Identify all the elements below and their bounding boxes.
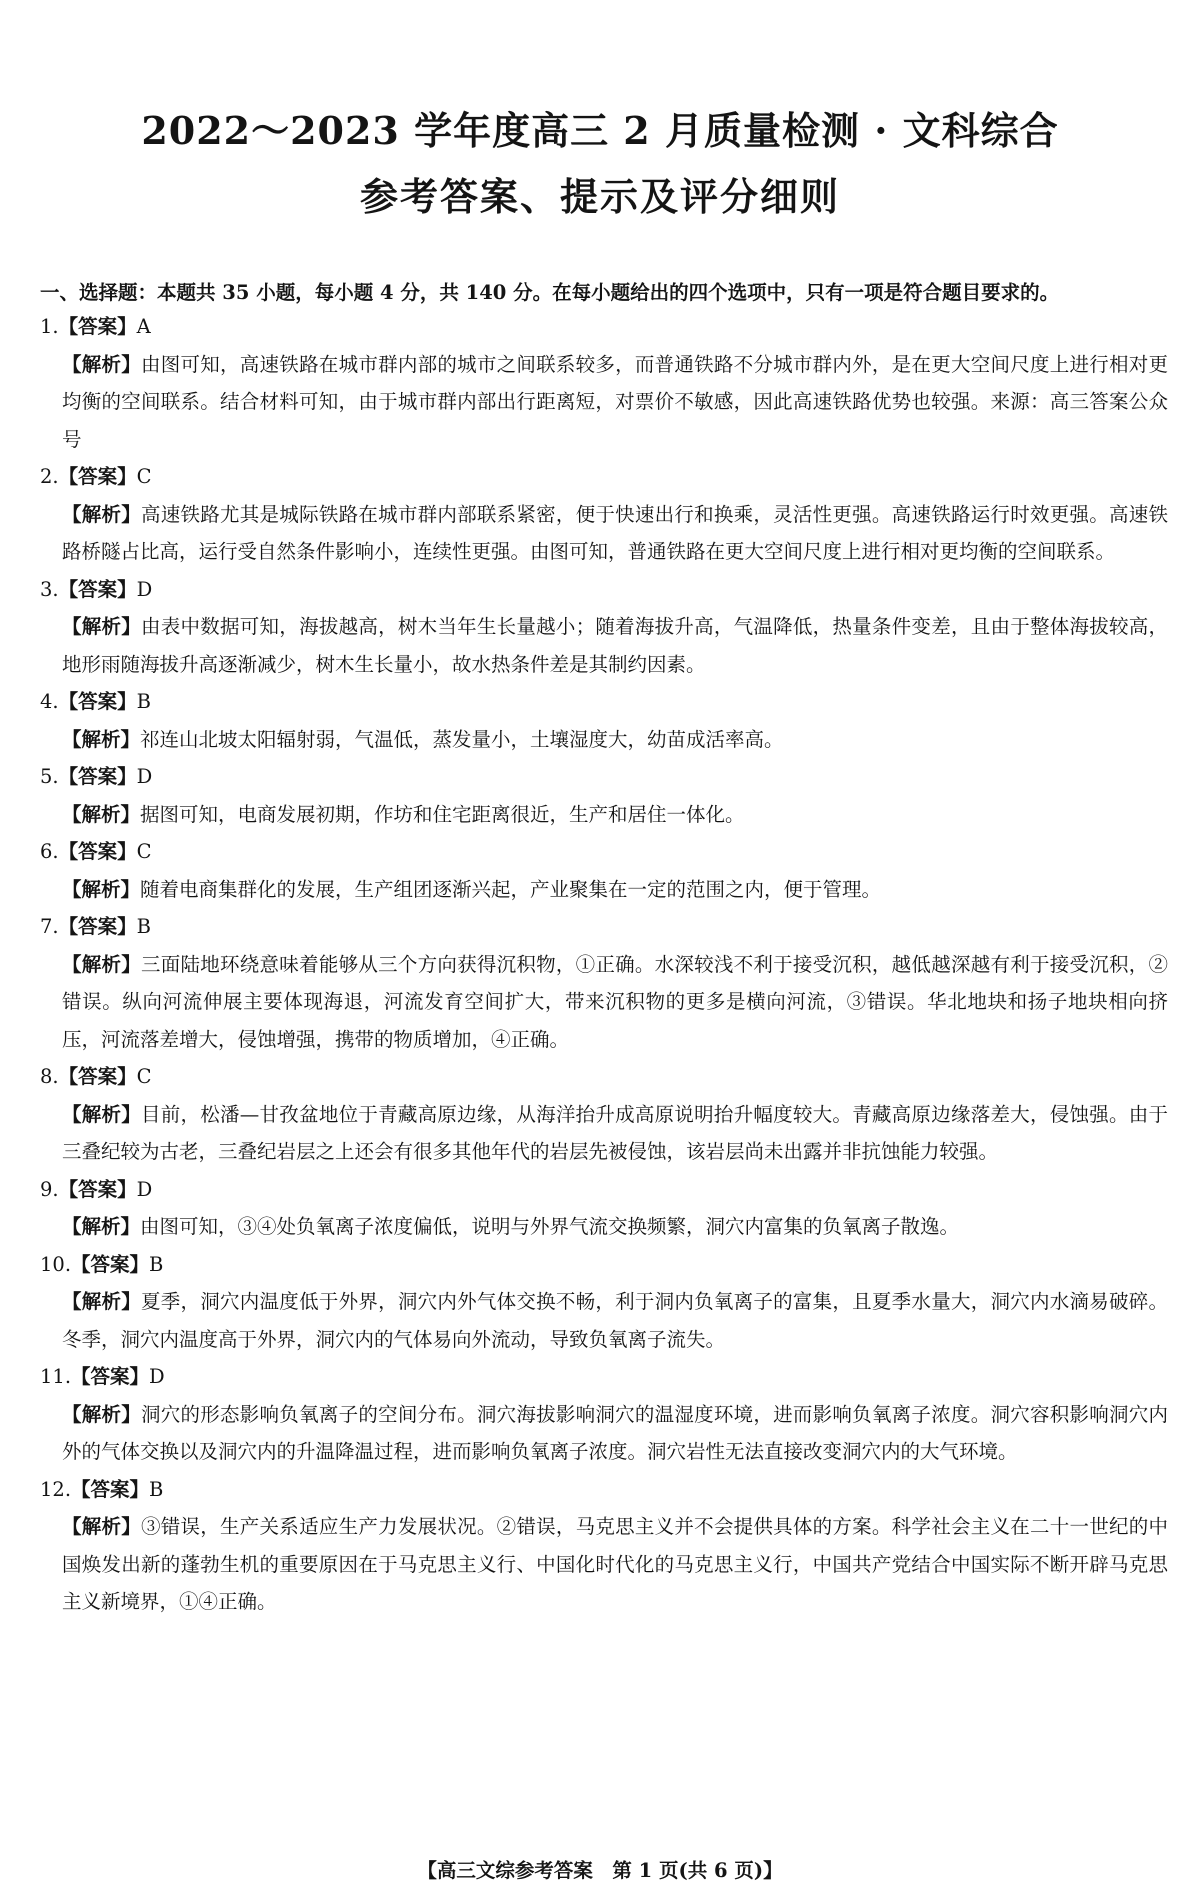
explanation-tag: 【解析】 bbox=[62, 802, 141, 826]
explanation-tag: 【解析】 bbox=[62, 1102, 142, 1126]
answer-value: D bbox=[136, 765, 153, 788]
answer-line bbox=[40, 308, 1168, 346]
explanation-tag: 【解析】 bbox=[62, 1515, 142, 1538]
question-item bbox=[40, 908, 1168, 1058]
page-subtitle: 参考答案、提示及评分细则 bbox=[359, 174, 840, 219]
explanation-paragraph bbox=[40, 1208, 1168, 1246]
answer-tag: 【答案】 bbox=[58, 577, 137, 601]
answer-value: D bbox=[136, 1177, 153, 1201]
explanation-text: 高速铁路尤其是城际铁路在城市群内部联系紧密，便于快速出行和换乘，灵活性更强。高速铁路运行时效更强。高速铁路桥隧占比高，运行受自然条件影响小，连续性更强。由图可知，普通铁路在更大空间尺度上进行相对更均衡的空间联系。 bbox=[62, 502, 1168, 563]
question-number: 9. bbox=[40, 1177, 59, 1201]
answer-value: C bbox=[136, 465, 152, 488]
question-number: 3. bbox=[40, 577, 59, 601]
explanation-text: 由图可知，高速铁路在城市群内部的城市之间联系较多，而普通铁路不分城市群内外，是在更大空间尺度上进行相对更均衡的空间联系。结合材料可知，由于城市群内部出行距离短，对票价不敏感，因此高速铁路优势也较强。来源：高三答案公众号 bbox=[62, 352, 1168, 451]
explanation-paragraph bbox=[40, 1396, 1168, 1471]
answer-value: B bbox=[136, 690, 151, 713]
question-item bbox=[40, 683, 1168, 758]
explanation-text: 三面陆地环绕意味着能够从三个方向获得沉积物，①正确。水深较浅不利于接受沉积，越低越深越有利于接受沉积，②错误。纵向河流伸展主要体现海退，河流发育空间扩大，带来沉积物的更多是横向河流，③错误。华北地块和扬子地块相向挤压，河流落差增大，侵蚀增强，携带的物质增加，④正确。 bbox=[62, 952, 1168, 1051]
explanation-text: 据图可知，电商发展初期，作坊和住宅距离很近，生产和居住一体化。 bbox=[140, 802, 745, 826]
question-number: 6. bbox=[40, 840, 59, 863]
explanation-tag: 【解析】 bbox=[62, 877, 141, 901]
answer-value: C bbox=[136, 840, 152, 863]
page-footer: 【高三文综参考答案 第 1 页(共 6 页)】 bbox=[417, 1859, 783, 1882]
answer-value: B bbox=[149, 1477, 164, 1501]
answer-line bbox=[40, 1171, 1168, 1209]
explanation-paragraph bbox=[40, 1096, 1168, 1171]
section-heading: 一、选择题：本题共 35 小题，每小题 4 分，共 140 分。在每小题给出的四个选项中，只有一项是符合题目要求的。 bbox=[40, 281, 1060, 304]
answer-line bbox=[40, 683, 1168, 721]
answer-tag: 【答案】 bbox=[58, 315, 137, 338]
explanation-tag: 【解析】 bbox=[62, 1402, 142, 1426]
answer-tag: 【答案】 bbox=[71, 1365, 150, 1388]
explanation-paragraph bbox=[40, 346, 1168, 459]
answer-value: B bbox=[149, 1252, 164, 1276]
question-item bbox=[40, 1171, 1168, 1246]
explanation-tag: 【解析】 bbox=[62, 952, 142, 976]
explanation-tag: 【解析】 bbox=[62, 502, 142, 526]
question-number: 4. bbox=[40, 690, 59, 713]
question-number: 12. bbox=[40, 1477, 72, 1501]
answer-value: D bbox=[136, 577, 153, 601]
explanation-text: 洞穴的形态影响负氧离子的空间分布。洞穴海拔影响洞穴的温湿度环境，进而影响负氧离子浓度。洞穴容积影响洞穴内外的气体交换以及洞穴内的升温降温过程，进而影响负氧离子浓度。洞穴岩性无法直接改变洞穴内的大气环境。 bbox=[62, 1402, 1168, 1463]
question-number: 8. bbox=[40, 1065, 59, 1088]
explanation-text: 夏季，洞穴内温度低于外界，洞穴内外气体交换不畅，利于洞内负氧离子的富集，且夏季水量大，洞穴内水滴易破碎。冬季，洞穴内温度高于外界，洞穴内的气体易向外流动，导致负氧离子流失。 bbox=[62, 1290, 1168, 1351]
answer-line bbox=[40, 1358, 1168, 1396]
answer-tag: 【答案】 bbox=[58, 765, 137, 788]
answer-value: B bbox=[136, 915, 151, 938]
answer-tag: 【答案】 bbox=[58, 465, 137, 488]
question-number: 11. bbox=[40, 1365, 72, 1388]
explanation-paragraph bbox=[40, 871, 1168, 909]
answer-line bbox=[40, 833, 1168, 871]
explanation-tag: 【解析】 bbox=[62, 352, 142, 376]
explanation-paragraph bbox=[40, 496, 1168, 571]
question-number: 2. bbox=[40, 465, 59, 488]
question-number: 10. bbox=[40, 1252, 72, 1276]
question-item bbox=[40, 308, 1168, 458]
explanation-tag: 【解析】 bbox=[62, 727, 141, 751]
explanation-tag: 【解析】 bbox=[62, 1290, 142, 1313]
answer-line bbox=[40, 458, 1168, 496]
answer-line bbox=[40, 571, 1168, 609]
question-number: 5. bbox=[40, 765, 59, 788]
question-item bbox=[40, 833, 1168, 908]
explanation-tag: 【解析】 bbox=[62, 1215, 141, 1238]
answer-value: A bbox=[136, 315, 151, 338]
question-item bbox=[40, 758, 1168, 833]
answer-line bbox=[40, 1471, 1168, 1509]
explanation-paragraph bbox=[40, 1508, 1168, 1621]
answer-value: C bbox=[136, 1065, 152, 1088]
question-item bbox=[40, 458, 1168, 571]
question-item bbox=[40, 1246, 1168, 1359]
answer-tag: 【答案】 bbox=[71, 1477, 150, 1501]
explanation-text: 由表中数据可知，海拔越高，树木当年生长量越小；随着海拔升高，气温降低，热量条件变差，且由于整体海拔较高，地形雨随海拔升高逐渐减少，树木生长量小，故水热条件差是其制约因素。 bbox=[62, 615, 1168, 676]
explanation-text: 祁连山北坡太阳辐射弱，气温低，蒸发量小，土壤湿度大，幼苗成活率高。 bbox=[140, 727, 784, 751]
answer-tag: 【答案】 bbox=[58, 840, 137, 863]
answer-value: D bbox=[149, 1365, 165, 1388]
page-title: 2022～2023 学年度高三 2 月质量检测 · 文科综合 bbox=[141, 108, 1059, 153]
questions-list bbox=[40, 308, 1168, 1621]
explanation-paragraph bbox=[40, 946, 1168, 1059]
answer-line bbox=[40, 1058, 1168, 1096]
answer-tag: 【答案】 bbox=[71, 1252, 150, 1276]
answer-tag: 【答案】 bbox=[58, 1177, 137, 1201]
explanation-text: 随着电商集群化的发展，生产组团逐渐兴起，产业聚集在一定的范围之内，便于管理。 bbox=[140, 877, 882, 901]
answer-line bbox=[40, 758, 1168, 796]
question-item bbox=[40, 1471, 1168, 1621]
explanation-text: ③错误，生产关系适应生产力发展状况。②错误，马克思主义并不会提供具体的方案。科学社会主义在二十一世纪的中国焕发出新的蓬勃生机的重要原因在于马克思主义行、中国化时代化的马克思主义行，中国共产党结合中国实际不断开辟马克思主义新境界，①④正确。 bbox=[62, 1515, 1168, 1613]
explanation-paragraph bbox=[40, 1283, 1168, 1358]
answer-tag: 【答案】 bbox=[58, 1065, 137, 1088]
question-item bbox=[40, 571, 1168, 684]
explanation-paragraph bbox=[40, 796, 1168, 834]
question-number: 1. bbox=[40, 315, 59, 338]
explanation-text: 目前，松潘—甘孜盆地位于青藏高原边缘，从海洋抬升成高原说明抬升幅度较大。青藏高原边缘落差大，侵蚀强。由于三叠纪较为古老，三叠纪岩层之上还会有很多其他年代的岩层先被侵蚀，该岩层尚未出露并非抗蚀能力较强。 bbox=[62, 1102, 1168, 1163]
answer-line bbox=[40, 1246, 1168, 1284]
explanation-text: 由图可知，③④处负氧离子浓度偏低，说明与外界气流交换频繁，洞穴内富集的负氧离子散逸。 bbox=[140, 1215, 960, 1238]
question-number: 7. bbox=[40, 915, 59, 938]
answer-line bbox=[40, 908, 1168, 946]
question-item bbox=[40, 1358, 1168, 1471]
question-item bbox=[40, 1058, 1168, 1171]
answer-tag: 【答案】 bbox=[58, 915, 137, 938]
answer-tag: 【答案】 bbox=[58, 690, 137, 713]
explanation-paragraph bbox=[40, 721, 1168, 759]
explanation-tag: 【解析】 bbox=[62, 615, 142, 638]
explanation-paragraph bbox=[40, 608, 1168, 683]
